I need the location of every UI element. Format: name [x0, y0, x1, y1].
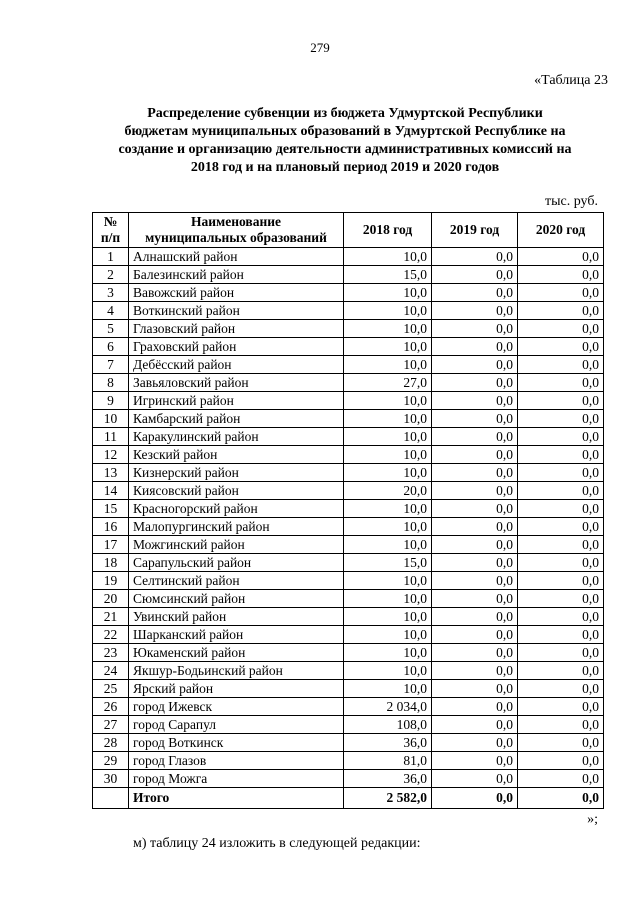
total-2019: 0,0	[432, 788, 518, 809]
value-2018: 10,0	[344, 392, 432, 410]
value-2020: 0,0	[518, 644, 604, 662]
table-header-row	[93, 213, 604, 248]
row-number: 28	[93, 734, 129, 752]
value-2020: 0,0	[518, 302, 604, 320]
table-reference: «Таблица 23	[534, 73, 608, 88]
municipality-name: Дебёсский район	[129, 356, 344, 374]
table-row	[93, 770, 604, 788]
table-row	[93, 716, 604, 734]
table-row	[93, 446, 604, 464]
value-2020: 0,0	[518, 626, 604, 644]
value-2018: 36,0	[344, 770, 432, 788]
value-2018: 10,0	[344, 626, 432, 644]
municipality-name: Юкаменский район	[129, 644, 344, 662]
value-2019: 0,0	[432, 644, 518, 662]
table-row	[93, 266, 604, 284]
row-number: 10	[93, 410, 129, 428]
table-row	[93, 356, 604, 374]
table-row	[93, 626, 604, 644]
value-2020: 0,0	[518, 320, 604, 338]
row-number: 16	[93, 518, 129, 536]
value-2019: 0,0	[432, 464, 518, 482]
value-2018: 10,0	[344, 608, 432, 626]
value-2018: 15,0	[344, 554, 432, 572]
total-2018: 2 582,0	[344, 788, 432, 809]
row-number: 12	[93, 446, 129, 464]
value-2018: 10,0	[344, 680, 432, 698]
value-2019: 0,0	[432, 554, 518, 572]
table-row	[93, 500, 604, 518]
value-2020: 0,0	[518, 734, 604, 752]
table-row	[93, 752, 604, 770]
municipality-name: Сюмсинский район	[129, 590, 344, 608]
municipality-name: Глазовский район	[129, 320, 344, 338]
value-2019: 0,0	[432, 590, 518, 608]
table-row	[93, 482, 604, 500]
value-2020: 0,0	[518, 446, 604, 464]
title-line: создание и организацию деятельности административных комиссий на	[118, 142, 572, 157]
value-2018: 10,0	[344, 410, 432, 428]
municipality-name: Воткинский район	[129, 302, 344, 320]
municipality-name: город Воткинск	[129, 734, 344, 752]
value-2019: 0,0	[432, 392, 518, 410]
table-row	[93, 392, 604, 410]
value-2020: 0,0	[518, 482, 604, 500]
value-2018: 108,0	[344, 716, 432, 734]
row-number: 20	[93, 590, 129, 608]
table-body	[93, 248, 604, 788]
value-2019: 0,0	[432, 680, 518, 698]
municipality-name: Селтинский район	[129, 572, 344, 590]
table-row	[93, 644, 604, 662]
municipality-name: город Можга	[129, 770, 344, 788]
row-number: 11	[93, 428, 129, 446]
table-row	[93, 734, 604, 752]
value-2019: 0,0	[432, 500, 518, 518]
municipality-name: Игринский район	[129, 392, 344, 410]
value-2018: 10,0	[344, 428, 432, 446]
value-2019: 0,0	[432, 284, 518, 302]
value-2020: 0,0	[518, 428, 604, 446]
value-2018: 2 034,0	[344, 698, 432, 716]
value-2018: 10,0	[344, 464, 432, 482]
value-2020: 0,0	[518, 464, 604, 482]
value-2019: 0,0	[432, 770, 518, 788]
value-2019: 0,0	[432, 374, 518, 392]
municipality-name: Граховский район	[129, 338, 344, 356]
next-instruction: м) таблицу 24 изложить в следующей редакции:	[133, 836, 421, 851]
value-2018: 10,0	[344, 446, 432, 464]
municipality-name: Каракулинский район	[129, 428, 344, 446]
header-2018: 2018 год	[344, 213, 432, 248]
municipality-name: Кизнерский район	[129, 464, 344, 482]
value-2019: 0,0	[432, 752, 518, 770]
title-line: 2018 год и на плановый период 2019 и 2020 годов	[190, 160, 500, 175]
table-row	[93, 284, 604, 302]
value-2020: 0,0	[518, 770, 604, 788]
table-row	[93, 374, 604, 392]
table-row	[93, 338, 604, 356]
row-number: 14	[93, 482, 129, 500]
value-2018: 10,0	[344, 284, 432, 302]
value-2018: 10,0	[344, 356, 432, 374]
title-line: Распределение субвенции из бюджета Удмуртской Республики	[147, 106, 543, 121]
municipality-name: Кезский район	[129, 446, 344, 464]
value-2019: 0,0	[432, 626, 518, 644]
row-number: 24	[93, 662, 129, 680]
header-number: № п/п	[93, 213, 129, 248]
municipality-name: Увинский район	[129, 608, 344, 626]
total-2020: 0,0	[518, 788, 604, 809]
value-2018: 10,0	[344, 662, 432, 680]
row-number: 5	[93, 320, 129, 338]
value-2020: 0,0	[518, 590, 604, 608]
value-2019: 0,0	[432, 302, 518, 320]
value-2020: 0,0	[518, 248, 604, 266]
municipality-name: Вавожский район	[129, 284, 344, 302]
table-row	[93, 248, 604, 266]
value-2019: 0,0	[432, 410, 518, 428]
table-row	[93, 428, 604, 446]
municipality-name: Малопургинский район	[129, 518, 344, 536]
table-row	[93, 518, 604, 536]
value-2018: 10,0	[344, 518, 432, 536]
row-number: 25	[93, 680, 129, 698]
row-number: 4	[93, 302, 129, 320]
table-row	[93, 572, 604, 590]
value-2018: 10,0	[344, 248, 432, 266]
value-2019: 0,0	[432, 446, 518, 464]
value-2019: 0,0	[432, 518, 518, 536]
table-row	[93, 320, 604, 338]
value-2020: 0,0	[518, 284, 604, 302]
value-2019: 0,0	[432, 608, 518, 626]
value-2019: 0,0	[432, 698, 518, 716]
value-2018: 10,0	[344, 572, 432, 590]
total-label: Итого	[129, 788, 344, 809]
table-row	[93, 698, 604, 716]
row-number: 27	[93, 716, 129, 734]
value-2020: 0,0	[518, 662, 604, 680]
value-2019: 0,0	[432, 572, 518, 590]
value-2020: 0,0	[518, 338, 604, 356]
value-2019: 0,0	[432, 734, 518, 752]
municipality-name: Можгинский район	[129, 536, 344, 554]
row-number: 8	[93, 374, 129, 392]
table-row	[93, 554, 604, 572]
page-number: 279	[310, 40, 330, 55]
table-row	[93, 536, 604, 554]
table-row	[93, 464, 604, 482]
row-number: 3	[93, 284, 129, 302]
value-2019: 0,0	[432, 428, 518, 446]
value-2019: 0,0	[432, 536, 518, 554]
municipality-name: Ярский район	[129, 680, 344, 698]
row-number: 22	[93, 626, 129, 644]
municipality-name: Камбарский район	[129, 410, 344, 428]
row-number: 30	[93, 770, 129, 788]
municipality-name: Шарканский район	[129, 626, 344, 644]
value-2019: 0,0	[432, 338, 518, 356]
header-name: Наименование муниципальных образований	[129, 213, 344, 248]
row-number: 29	[93, 752, 129, 770]
total-row	[93, 788, 604, 809]
table-row	[93, 590, 604, 608]
closing-mark: »;	[587, 812, 598, 827]
value-2019: 0,0	[432, 320, 518, 338]
municipality-name: Алнашский район	[129, 248, 344, 266]
row-number: 1	[93, 248, 129, 266]
table-row	[93, 410, 604, 428]
value-2020: 0,0	[518, 374, 604, 392]
value-2020: 0,0	[518, 698, 604, 716]
municipality-name: Киясовский район	[129, 482, 344, 500]
municipality-name: город Глазов	[129, 752, 344, 770]
title-line: бюджетам муниципальных образований в Удмуртской Республике на	[124, 124, 566, 139]
value-2020: 0,0	[518, 572, 604, 590]
total-number-cell	[93, 788, 129, 809]
value-2020: 0,0	[518, 716, 604, 734]
row-number: 19	[93, 572, 129, 590]
value-2018: 15,0	[344, 266, 432, 284]
table-row	[93, 680, 604, 698]
row-number: 7	[93, 356, 129, 374]
value-2019: 0,0	[432, 266, 518, 284]
row-number: 17	[93, 536, 129, 554]
value-2018: 10,0	[344, 644, 432, 662]
value-2020: 0,0	[518, 410, 604, 428]
municipality-name: город Сарапул	[129, 716, 344, 734]
municipality-name: Сарапульский район	[129, 554, 344, 572]
value-2020: 0,0	[518, 266, 604, 284]
row-number: 15	[93, 500, 129, 518]
value-2018: 36,0	[344, 734, 432, 752]
value-2019: 0,0	[432, 356, 518, 374]
value-2020: 0,0	[518, 680, 604, 698]
value-2018: 10,0	[344, 320, 432, 338]
value-2018: 81,0	[344, 752, 432, 770]
value-2018: 10,0	[344, 302, 432, 320]
municipality-name: Завьяловский район	[129, 374, 344, 392]
row-number: 18	[93, 554, 129, 572]
row-number: 6	[93, 338, 129, 356]
value-2018: 10,0	[344, 590, 432, 608]
row-number: 21	[93, 608, 129, 626]
value-2018: 10,0	[344, 536, 432, 554]
units-label: тыс. руб.	[545, 194, 598, 209]
value-2020: 0,0	[518, 356, 604, 374]
value-2018: 27,0	[344, 374, 432, 392]
value-2019: 0,0	[432, 248, 518, 266]
municipality-name: город Ижевск	[129, 698, 344, 716]
value-2018: 10,0	[344, 338, 432, 356]
municipality-name: Балезинский район	[129, 266, 344, 284]
value-2020: 0,0	[518, 554, 604, 572]
value-2020: 0,0	[518, 392, 604, 410]
value-2018: 10,0	[344, 500, 432, 518]
value-2019: 0,0	[432, 716, 518, 734]
municipality-name: Красногорский район	[129, 500, 344, 518]
value-2020: 0,0	[518, 536, 604, 554]
value-2020: 0,0	[518, 608, 604, 626]
row-number: 23	[93, 644, 129, 662]
row-number: 26	[93, 698, 129, 716]
document-title	[80, 105, 610, 177]
municipality-name: Якшур-Бодьинский район	[129, 662, 344, 680]
value-2019: 0,0	[432, 662, 518, 680]
row-number: 2	[93, 266, 129, 284]
row-number: 9	[93, 392, 129, 410]
table-row	[93, 608, 604, 626]
row-number: 13	[93, 464, 129, 482]
table-row	[93, 662, 604, 680]
value-2018: 20,0	[344, 482, 432, 500]
subvention-table	[92, 212, 604, 809]
value-2020: 0,0	[518, 518, 604, 536]
value-2019: 0,0	[432, 482, 518, 500]
value-2020: 0,0	[518, 752, 604, 770]
value-2020: 0,0	[518, 500, 604, 518]
header-2019: 2019 год	[432, 213, 518, 248]
table-row	[93, 302, 604, 320]
header-2020: 2020 год	[518, 213, 604, 248]
